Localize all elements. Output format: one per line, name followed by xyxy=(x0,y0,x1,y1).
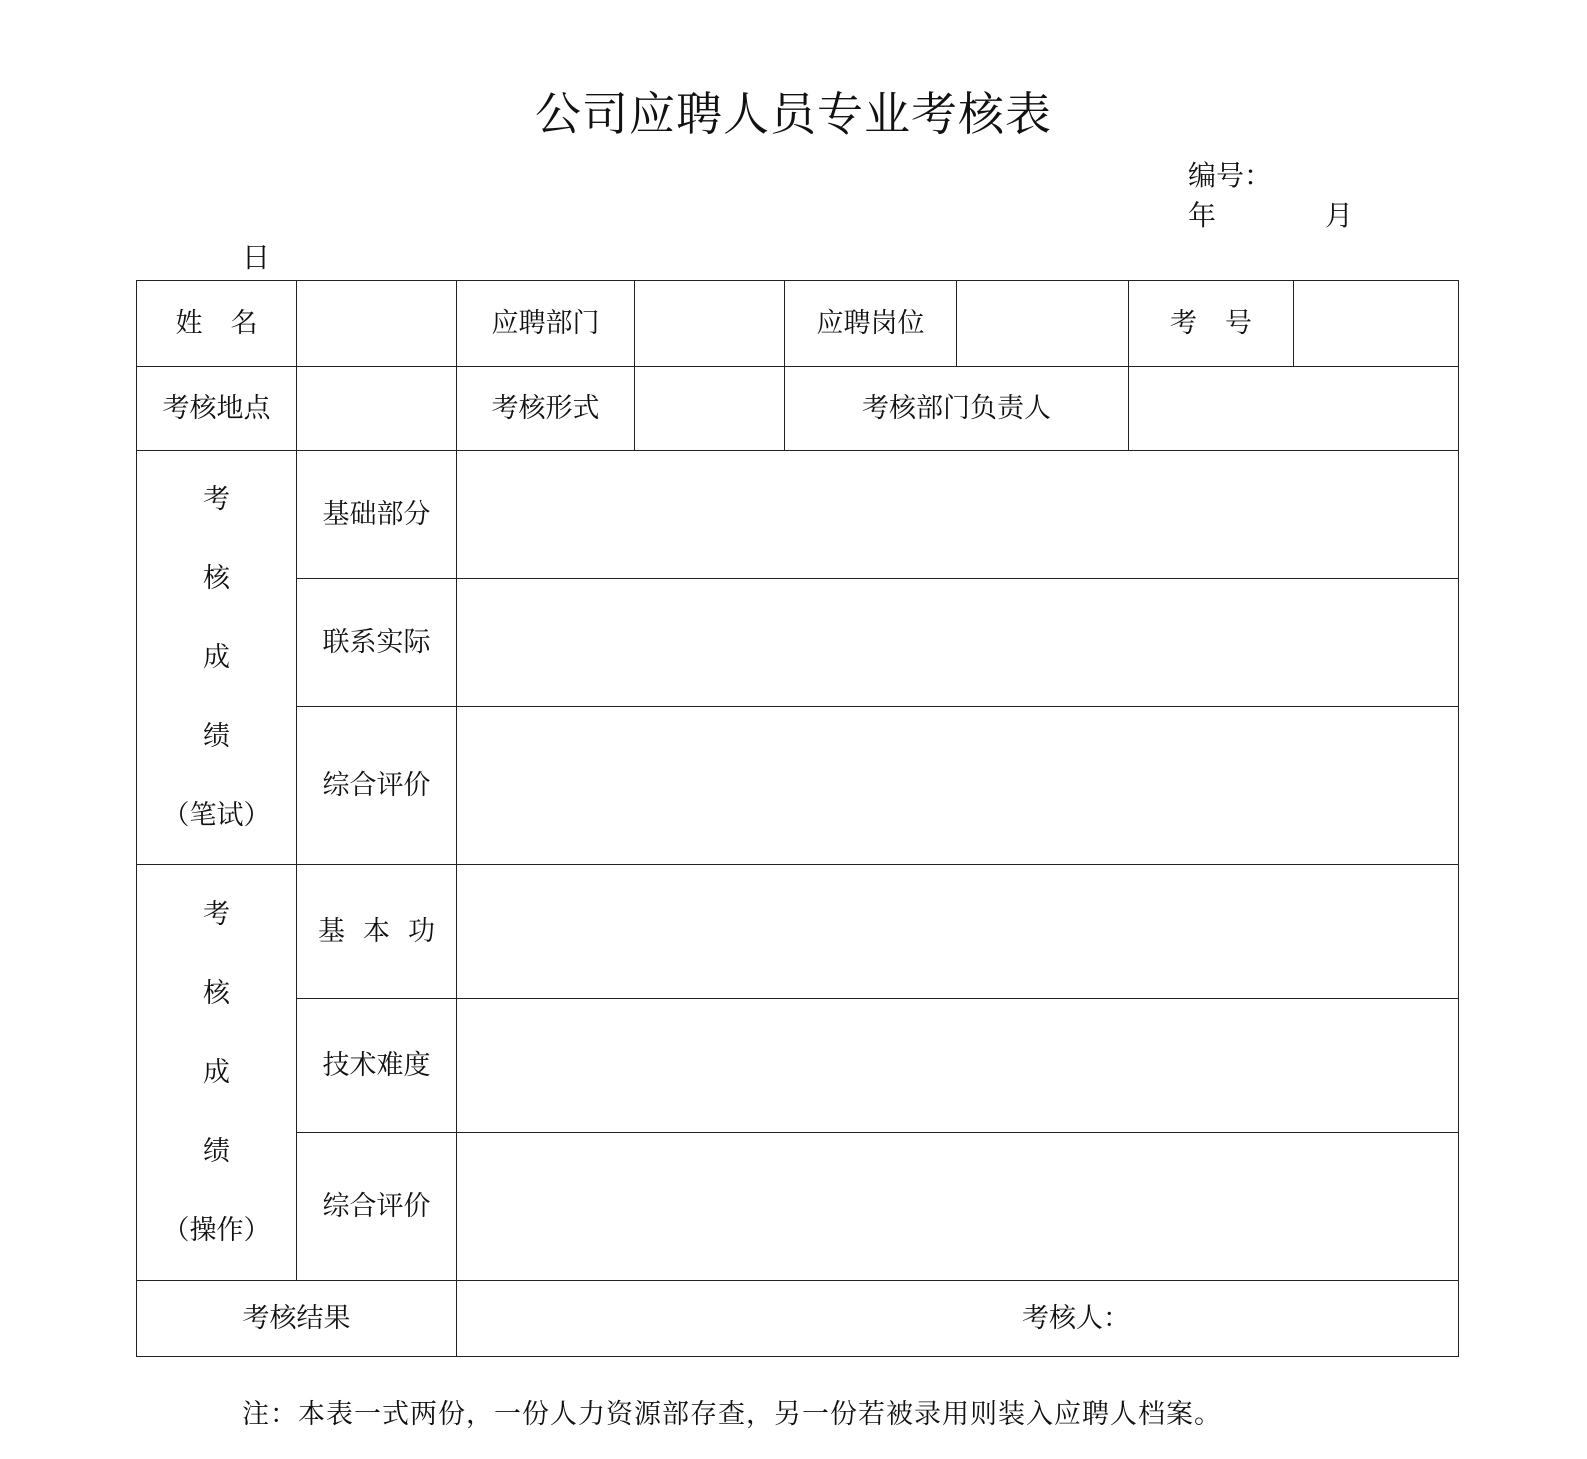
name-label-cell xyxy=(137,281,297,367)
written-item-value[interactable] xyxy=(457,707,1459,865)
assessor-label: 考核人： xyxy=(1022,1302,1130,1334)
form-title: 公司应聘人员专业考核表 xyxy=(535,87,1052,141)
written-item-value[interactable] xyxy=(457,579,1459,707)
table-row xyxy=(137,451,1459,579)
written-item-value[interactable] xyxy=(457,451,1459,579)
item-char: 功 xyxy=(408,915,435,947)
table-row xyxy=(137,579,1459,707)
name-label-char: 姓 xyxy=(175,307,203,339)
table-row xyxy=(137,1133,1459,1281)
practical-item-label: 技术难度 xyxy=(297,999,457,1133)
written-item-label: 基础部分 xyxy=(297,451,457,579)
year-label: 年 xyxy=(1188,199,1217,232)
exam-number-value-cell[interactable] xyxy=(1294,281,1459,367)
dept-head-value-cell[interactable] xyxy=(1129,367,1459,451)
practical-item-value[interactable] xyxy=(457,999,1459,1133)
group-char: 绩 xyxy=(203,1135,230,1167)
practical-item-label xyxy=(297,865,457,999)
serial-number-label: 编号： xyxy=(1188,159,1273,192)
table-row xyxy=(137,999,1459,1133)
exam-number-label-char: 号 xyxy=(1225,307,1252,339)
table-row xyxy=(137,367,1459,451)
result-value-cell[interactable] xyxy=(457,1281,1459,1357)
dept-value-cell[interactable] xyxy=(635,281,785,367)
written-item-label: 联系实际 xyxy=(297,579,457,707)
exam-number-label-char: 考 xyxy=(1170,307,1197,339)
position-label-cell: 应聘岗位 xyxy=(785,281,957,367)
written-group-label xyxy=(137,451,297,865)
group-char: 成 xyxy=(203,641,230,673)
group-char: （操作） xyxy=(162,1214,271,1246)
format-value-cell[interactable] xyxy=(635,367,785,451)
dept-head-label-cell: 考核部门负责人 xyxy=(785,367,1129,451)
location-value-cell[interactable] xyxy=(297,367,457,451)
day-label: 日 xyxy=(242,241,271,274)
practical-item-label: 综合评价 xyxy=(297,1133,457,1281)
item-char: 基 xyxy=(318,915,345,947)
assessment-table xyxy=(136,280,1459,1357)
location-label-cell: 考核地点 xyxy=(137,367,297,451)
footer-note: 注：本表一式两份，一份人力资源部存查，另一份若被录用则装入应聘人档案。 xyxy=(242,1399,1222,1430)
position-value-cell[interactable] xyxy=(957,281,1129,367)
group-char: 考 xyxy=(203,483,230,515)
practical-item-value[interactable] xyxy=(457,1133,1459,1281)
practical-group-label xyxy=(137,865,297,1281)
group-char: 核 xyxy=(203,977,230,1009)
table-row xyxy=(137,707,1459,865)
exam-number-label-cell xyxy=(1129,281,1294,367)
group-char: 考 xyxy=(203,898,230,930)
name-label-char: 名 xyxy=(230,307,258,339)
month-label: 月 xyxy=(1325,199,1354,232)
name-value-cell[interactable] xyxy=(297,281,457,367)
practical-item-value[interactable] xyxy=(457,865,1459,999)
table-row xyxy=(137,865,1459,999)
group-char: 绩 xyxy=(203,720,230,752)
result-label-cell: 考核结果 xyxy=(137,1281,457,1357)
group-char: 成 xyxy=(203,1056,230,1088)
table-row xyxy=(137,281,1459,367)
format-label-cell: 考核形式 xyxy=(457,367,635,451)
group-char: 核 xyxy=(203,562,230,594)
group-char: （笔试） xyxy=(162,799,271,831)
table-row xyxy=(137,1281,1459,1357)
item-char: 本 xyxy=(363,915,390,947)
dept-label-cell: 应聘部门 xyxy=(457,281,635,367)
written-item-label: 综合评价 xyxy=(297,707,457,865)
